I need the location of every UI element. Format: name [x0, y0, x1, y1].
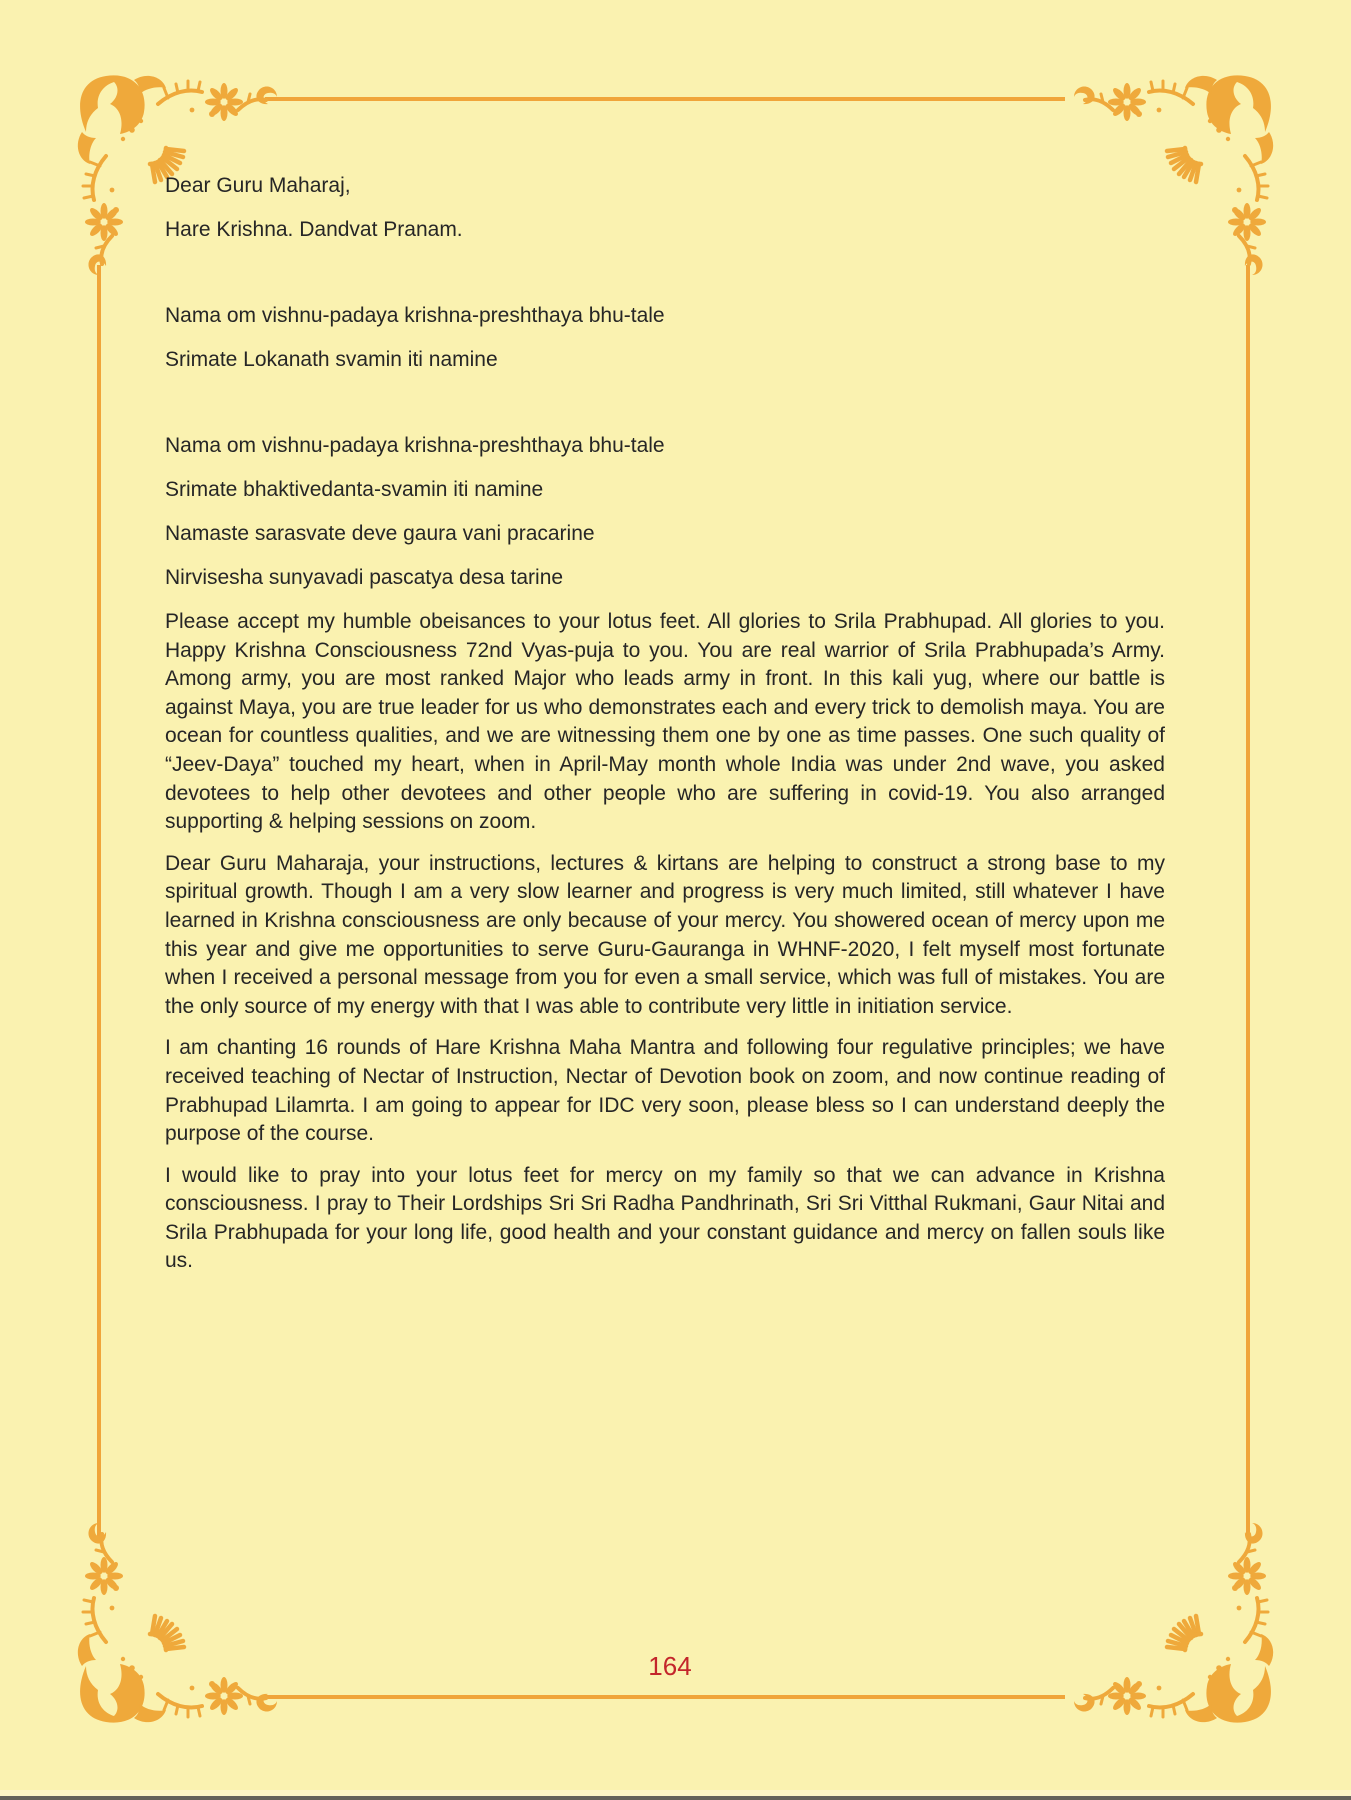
letter-paragraph: I would like to pray into your lotus feet for mercy on my family so that we can advance in Krishna consciousness. I pray to Their Lordships Sri Sri Radha Pandhrinath, Sri Sri Vitthal Rukmani, Gaur Nitai and Srila Prabhupada for your long life, good health and your constant guidance and mercy on fallen souls like us. [165, 1163, 1165, 1273]
floral-corner-bottom-left-icon [72, 1523, 277, 1728]
letter-content [165, 172, 1165, 1289]
invocation-prabhupada-line: Nama om vishnu-padaya krishna-preshthaya bhu-tale [165, 434, 665, 457]
greeting-line: Hare Krishna. Dandvat Pranam. [165, 218, 463, 241]
letter-paragraph: Dear Guru Maharaja, your instructions, lectures & kirtans are helping to construct a strong base to my spiritual growth. Though I am a very slow learner and progress is very much limited, still whatever I have learned in Krishna consciousness are only because of your mercy. You showered ocean of mercy upon me this year and give me opportunities to serve Guru-Gauranga in WHNF-2020, I felt myself most fortunate when I received a personal message from you for even a small service, which was full of mistakes. You are the only source of my energy with that I was able to contribute very little in initiation service. [165, 851, 1165, 1018]
border-line-left [97, 265, 101, 1537]
greeting-line: Dear Guru Maharaj, [165, 174, 351, 197]
invocation-prabhupada-line: Nirvisesha sunyavadi pascatya desa tarine [165, 566, 564, 589]
spacer [165, 390, 1165, 432]
letter-paragraph: Please accept my humble obeisances to your lotus feet. All glories to Srila Prabhupad. All glories to you. Happy Krishna Consciousness 72nd Vyas-puja to you. You are real warrior of Srila Prabhupada’s Army. Among army, you are most ranked Major who leads army in front. In this kali yug, where our battle is against Maya, you are true leader for us who demonstrates each and every trick to demolish maya. You are ocean for countless qualities, and we are witnessing them one by one as time passes. One such quality of “Jeev-Daya” touched my heart, when in April-May month whole India was under 2nd wave, you asked devotees to help other devotees and other people who are suffering in covid-19. You also arranged supporting & helping sessions on zoom. [165, 610, 1165, 834]
border-line-right [1246, 265, 1250, 1537]
floral-corner-bottom-right-icon [1074, 1523, 1279, 1728]
invocation-guru-line: Srimate Lokanath svamin iti namine [165, 348, 498, 371]
page-bottom-edge [0, 1796, 1351, 1800]
letter-paragraph: I am chanting 16 rounds of Hare Krishna Maha Mantra and following four regulative principles; we have received teaching of Nectar of Instruction, Nectar of Devotion book on zoom, and now continue reading of Prabhupad Lilamrta. I am going to appear for IDC very soon, please bless so I can understand deeply the purpose of the course. [165, 1036, 1165, 1146]
page-number: 164 [648, 1651, 692, 1681]
border-line-top [265, 97, 1065, 101]
invocation-prabhupada-line: Namaste sarasvate deve gaura vani pracarine [165, 522, 595, 545]
invocation-prabhupada-line: Srimate bhaktivedanta-svamin iti namine [165, 478, 544, 501]
spacer [165, 260, 1165, 302]
border-line-bottom [265, 1695, 1065, 1699]
invocation-guru-line: Nama om vishnu-padaya krishna-preshthaya bhu-tale [165, 304, 665, 327]
